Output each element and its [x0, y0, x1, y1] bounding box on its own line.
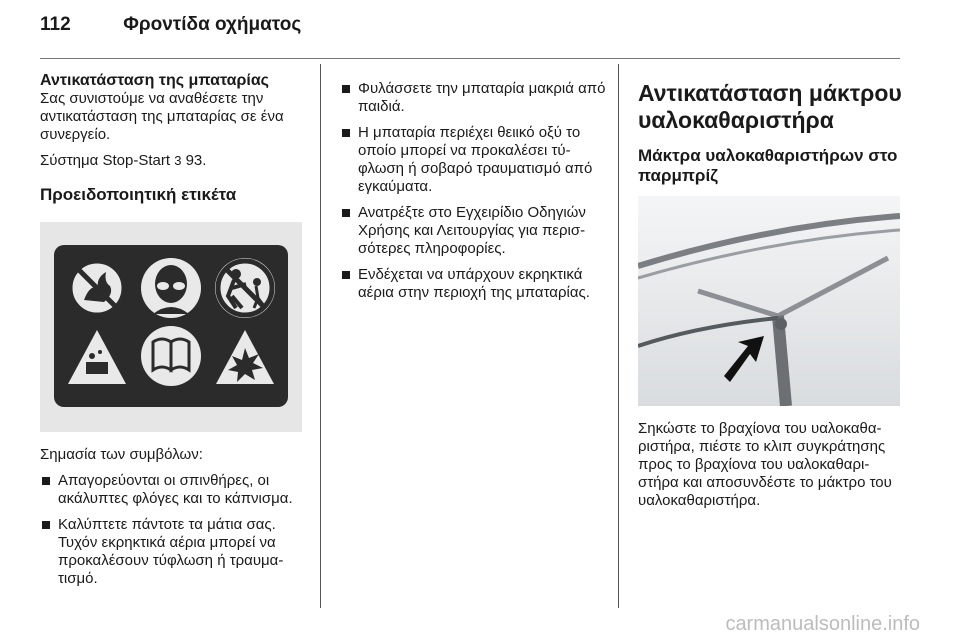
- column-divider-1: [320, 64, 321, 608]
- no-fire-icon: [67, 258, 127, 318]
- wiper-instructions: Σηκώστε το βραχίονα του υαλοκαθα-ριστήρα, πιέστε το κλιπ συγκράτησης προς το βραχίονα του υαλοκαθαρι-στήρα και αποσυνδέστε το μάκτρο του υαλοκαθαριστήρα.: [638, 420, 892, 509]
- warning-label-image: [40, 222, 302, 432]
- keep-children-away-icon: [215, 258, 275, 318]
- wiper-blade-image: [638, 196, 900, 406]
- battery-warnings-list: [340, 80, 608, 302]
- page-header: [40, 14, 301, 36]
- xref-page: 93.: [185, 152, 207, 169]
- list-item: Ενδέχεται να υπάρχουν εκρηκτικά αέρια στην περιοχή της μπαταρίας.: [340, 266, 608, 302]
- list-item: Ανατρέξτε στο Εγχειρίδιο Οδηγιών Χρήσης και Λειτουργίας για περισ-σότερες πληροφορίες.: [340, 204, 608, 258]
- page-number: 112: [40, 14, 71, 35]
- list-item: Καλύπτετε πάντοτε τα μάτια σας. Τυχόν εκρηκτικά αέρια μπορεί να προκαλέσουν τύφλωση ή τραυμα-τισμό.: [40, 516, 308, 588]
- list-item: Απαγορεύονται οι σπινθήρες, οι ακάλυπτες φλόγες και το κάπνισμα.: [40, 472, 308, 508]
- watermark: carmanualsonline.info: [725, 613, 920, 635]
- column-divider-2: [618, 64, 619, 608]
- warning-label-heading: Προειδοποιητική ετικέτα: [40, 185, 237, 204]
- column-1: [40, 72, 308, 596]
- column-3: [638, 80, 908, 518]
- xref-arrow-icon: 3: [174, 153, 182, 168]
- list-item: Φυλάσσετε την μπαταρία μακριά από παιδιά.: [340, 80, 608, 116]
- read-manual-icon: [141, 326, 201, 386]
- symbols-list: [40, 472, 308, 588]
- header-rule: [40, 58, 900, 59]
- list-item: Η μπαταρία περιέχει θειικό οξύ το οποίο μπορεί να προκαλέσει τύ-φλωση ή σοβαρό τραυματισμό από εγκαύματα.: [340, 124, 608, 196]
- windscreen-wiper-subheading: Μάκτρα υαλοκαθαριστήρων στο παρμπρίζ: [638, 146, 898, 185]
- xref-text: Σύστημα Stop-Start: [40, 152, 171, 169]
- wiper-heading: Αντικατάσταση μάκτρου υαλοκαθαριστήρα: [638, 80, 902, 133]
- symbols-intro: Σημασία των συμβόλων:: [40, 446, 203, 463]
- page-title: Φροντίδα οχήματος: [123, 14, 302, 35]
- battery-heading: Αντικατάσταση της μπαταρίας: [40, 72, 269, 89]
- column-2: [340, 80, 608, 310]
- eye-protection-icon: [141, 258, 201, 318]
- stop-start-reference: [40, 152, 308, 170]
- battery-intro: Σας συνιστούμε να αναθέσετε την αντικατάσταση της μπαταρίας σε ένα συνεργείο.: [40, 90, 284, 143]
